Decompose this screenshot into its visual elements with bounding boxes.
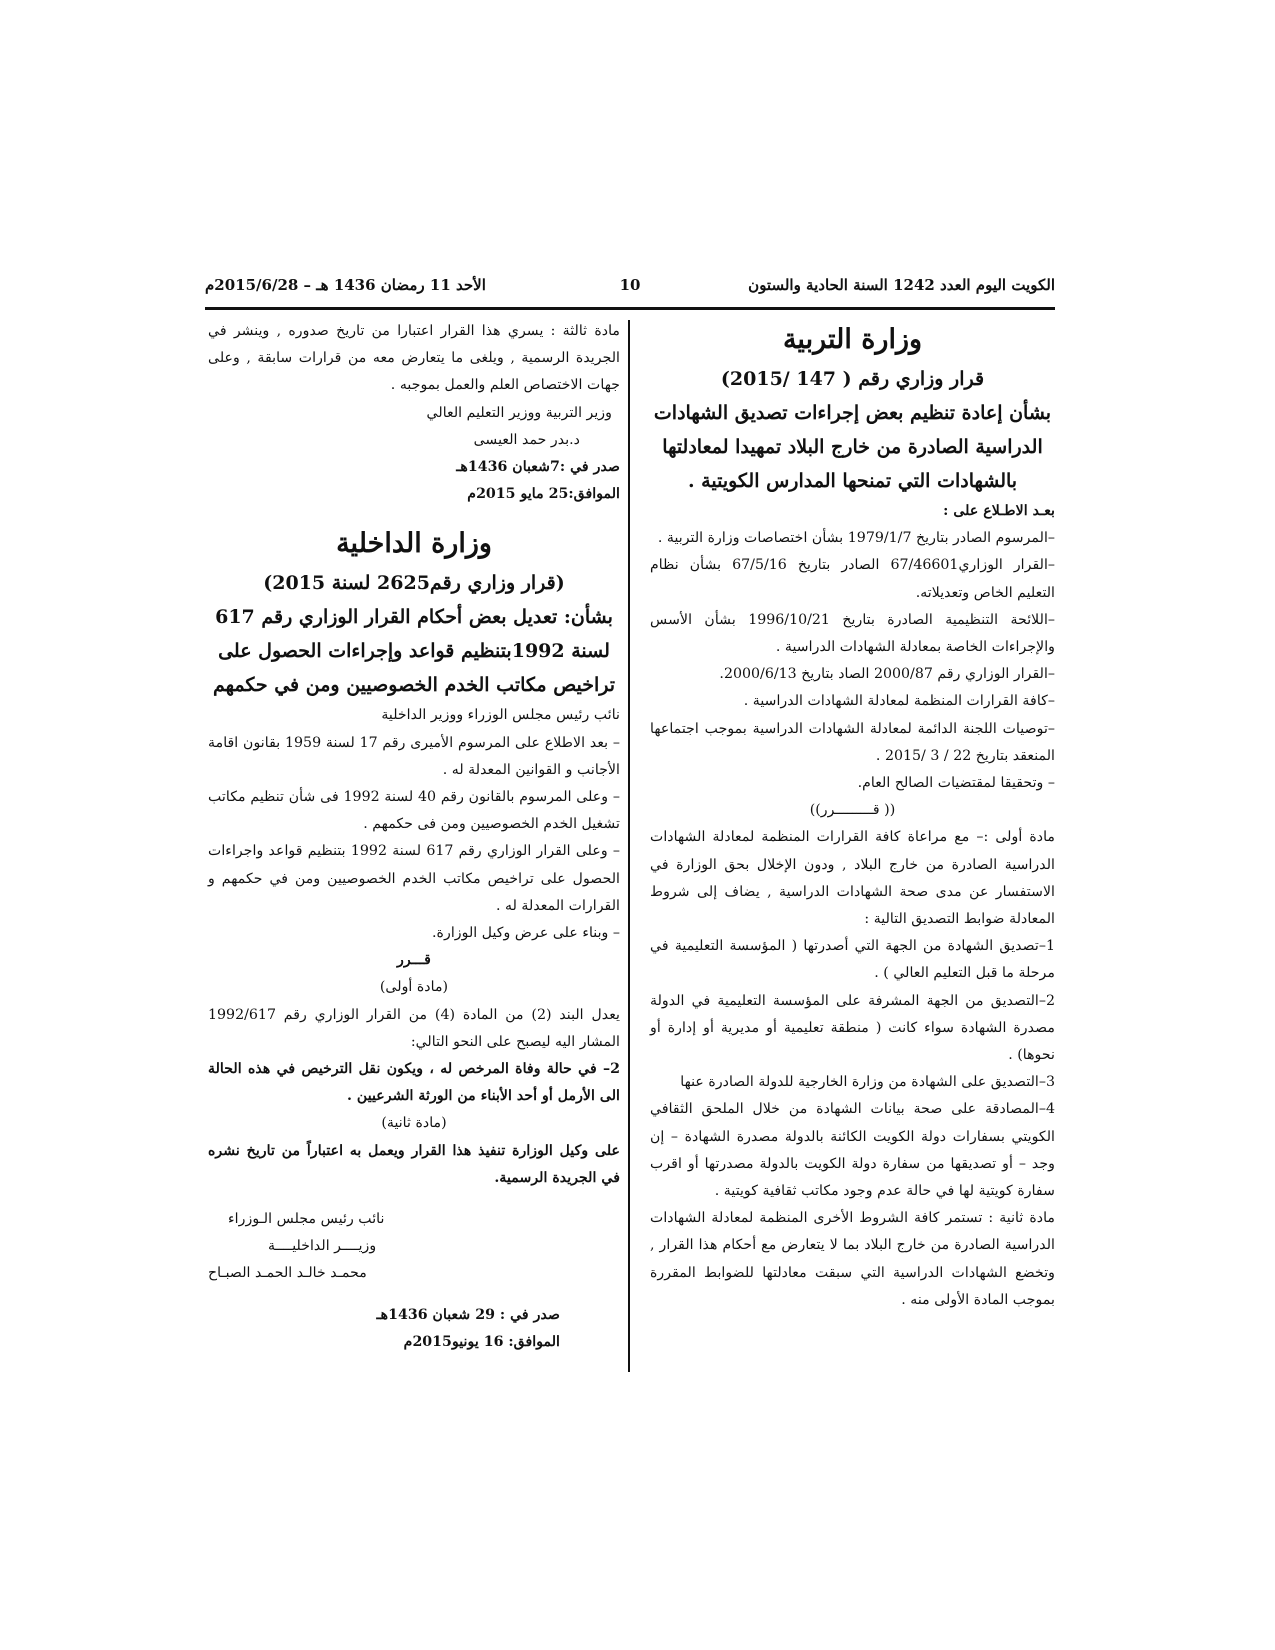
left-column [208, 318, 620, 1356]
reference-item: – وعلى المرسوم بالقانون رقم 40 لسنة 1992 فى شأن تنظيم مكاتب تشغيل الخدم الخصوصيين ومن فى حكمهم . [208, 789, 620, 833]
article-1-item: 1–تصديق الشهادة من الجهة التي أصدرتها ( المؤسسة التعليمية في مرحلة ما قبل التعليم العالي ) . [650, 938, 1055, 982]
decided-heading: (( قـــــــــرر)) [809, 802, 896, 819]
article-1-intro: مادة أولى :– مع مراعاة كافة القرارات المنظمة لمعادلة الشهادات الدراسية الصادرة من خارج البلاد , ودون الإخلال بحق الوزارة في الاستفسار عن مدى صحة الشهادات الدراسية , يضاف إلى شروط المعادلة ضوابط التصديق التالية : [650, 829, 1055, 928]
signature-line: محمـد خالـد الحمـد الصبـاح [208, 1265, 367, 1282]
article-1-label: (مادة أولى) [379, 979, 449, 996]
reference-item: –توصيات اللجنة الدائمة لمعادلة الشهادات الدراسية بموجب اجتماعها المنعقد بتاريخ 22 / 3 /2015 . [650, 720, 1055, 764]
reference-item: –اللائحة التنظيمية الصادرة بتاريخ 1996/10/21 بشأن الأسس والإجراءات الخاصة بمعادلة الشهادات الدراسية . [650, 611, 1055, 656]
issuer: نائب رئيس مجلس الوزراء ووزير الداخلية [381, 707, 620, 724]
section-gap [208, 508, 620, 522]
article-2: مادة ثانية : تستمر كافة الشروط الأخرى المنظمة لمعادلة الشهادات الدراسية الصادرة من خارج البلاد بما لا يتعارض مع أحكام هذا القرار , وتخضع الشهادات الدراسية التي سبقت معادلتها للضوابط المقررة بموجب المادة الأولى منه . [650, 1210, 1055, 1308]
section-gap [208, 1288, 620, 1302]
article-1-text: يعدل البند (2) من المادة (4) من القرار الوزاري رقم 1992/617 المشار اليه ليصبح على النحو التالي: [208, 1006, 620, 1050]
reference-item: –القرار الوزاري رقم 2000/87 الصاد بتاريخ 2000/6/13. [719, 666, 1055, 683]
preamble: بعـد الاطـلاع على : [943, 503, 1055, 519]
article-2-text: على وكيل الوزارة تنفيذ هذا القرار ويعمل به اعتباراً من تاريخ نشره في الجريدة الرسمية. [208, 1142, 620, 1186]
corresponding-date: الموافق:25 مايو 2015م [467, 486, 620, 503]
issued-date-2: صدر في : 29 شعبان 1436هـ [376, 1306, 560, 1323]
decision-number: قرار وزاري رقم ( 147 /2015) [720, 368, 985, 390]
article-1-amended-item: 2– في حالة وفاة المرخص له ، ويكون نقل الترخيص في هذه الحالة الى الأرمل أو أحد الأبناء من الورثة الشرعيين . [208, 1061, 620, 1105]
decided-heading-2: قـــرر [397, 952, 431, 969]
header-issue-info: الكويت اليوم العدد 1242 السنة الحادية والستون [748, 276, 1055, 294]
header-rule [205, 307, 1055, 310]
decision-subject: بشأن إعادة تنظيم بعض إجراءات تصديق الشهادات الدراسية الصادرة من خارج البلاد تمهيدا لمعادلتها بالشهادات التي تمنحها المدارس الكويتية . [653, 402, 1052, 492]
reference-item: – وتحقيقا لمقتضيات الصالح العام. [857, 775, 1055, 792]
signature-line: نائب رئيس مجلس الـوزراء [228, 1211, 385, 1228]
page-number: 10 [619, 276, 641, 294]
section-gap [208, 1192, 620, 1206]
header-date: الأحد 11 رمضان 1436 هـ – 2015/6/28م [205, 276, 486, 294]
article-1-item: 4–المصادقة على صحة بيانات الشهادة من خلال الملحق الثقافي الكويتي بسفارات دولة الكويت الكائنة بالدولة مصدرة الشهادة – إن وجد – أو تصديقها من سفارة دولة الكويت بالدولة مصدرتها أو اقرب سفارة كويتية لها في حالة عدم وجود مكاتب ثقافية كويتية . [650, 1101, 1055, 1200]
reference-item: –كافة القرارات المنظمة لمعادلة الشهادات الدراسية . [743, 693, 1055, 710]
column-divider [628, 320, 630, 1372]
article-1-item: 2–التصديق من الجهة المشرفة على المؤسسة التعليمية في الدولة مصدرة الشهادة سواء كانت ( منطقة تعليمية أو مديرية أو إدارة أو نحوها) . [650, 992, 1055, 1064]
article-1-item: 3–التصديق على الشهادة من وزارة الخارجية للدولة الصادرة عنها [680, 1074, 1055, 1091]
page-header [205, 270, 1055, 300]
issued-date: صدر في :7شعبان 1436هـ [456, 459, 620, 476]
reference-item: –المرسوم الصادر بتاريخ 1979/1/7 بشأن اختصاصات وزارة التربية . [657, 530, 1055, 547]
right-column [650, 318, 1055, 1314]
signature-line: وزيــــر الداخليــــة [268, 1238, 377, 1255]
ministry-title-2: وزارة الداخلية [336, 528, 492, 560]
reference-item: – وبناء على عرض وكيل الوزارة. [432, 925, 620, 942]
corresponding-date-2: الموافق: 16 يونيو2015م [403, 1333, 560, 1350]
article-2-label: (مادة ثانية) [381, 1115, 447, 1132]
decision-number-2: (قرار وزاري رقم2625 لسنة 2015) [263, 572, 565, 595]
reference-item: – وعلى القرار الوزاري رقم 617 لسنة 1992 بتنظيم قواعد واجراءات الحصول على تراخيص مكاتب الخدم الخصوصيين ومن في حكمهم و القرارات المعدلة له . [208, 843, 621, 914]
ministry-title: وزارة التربية [782, 324, 923, 355]
signatory-title: وزير التربية ووزير التعليم العالي [426, 404, 612, 421]
decision-subject-2: بشأن: تعديل بعض أحكام القرار الوزاري رقم 617 لسنة 1992بتنظيم قواعد وإجراءات الحصول على تراخيص مكاتب الخدم الخصوصيين ومن في حكمهم [212, 606, 615, 697]
reference-item: – بعد الاطلاع على المرسوم الأميرى رقم 17 لسنة 1959 بقانون اقامة الأجانب و القوانين المعدلة له . [208, 734, 621, 778]
article-3: مادة ثالثة : يسري هذا القرار اعتبارا من تاريخ صدوره , وينشر في الجريدة الرسمية , ويلغى ما يتعارض معه من قرارات سابقة , وعلى جهات الاختصاص العلم والعمل بموجبه . [208, 323, 620, 394]
signatory-name: د.بدر حمد العيسى [473, 431, 580, 448]
reference-item: –القرار الوزاري67/46601 الصادر بتاريخ 67/5/16 بشأن نظام التعليم الخاص وتعديلاته. [650, 557, 1055, 601]
